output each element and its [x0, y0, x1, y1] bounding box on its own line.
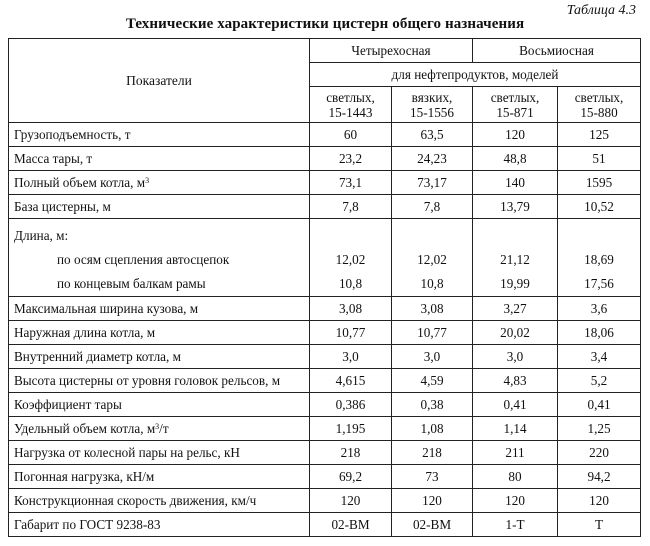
- cell-value: 1-Т: [473, 513, 558, 537]
- cell-value: 4,59: [392, 369, 473, 393]
- header-model: светлых, 15-1443: [310, 87, 392, 123]
- cell-value: 3,4: [558, 345, 641, 369]
- cell-value: 73: [392, 465, 473, 489]
- cell-value: 0,41: [558, 393, 641, 417]
- table-row: [9, 369, 641, 393]
- header-model: светлых, 15-880: [558, 87, 641, 123]
- cell-value: 48,8: [473, 147, 558, 171]
- table-row: [9, 489, 641, 513]
- header-params: Показатели: [9, 39, 310, 123]
- cell-value: 12,02 10,8: [310, 219, 392, 297]
- table-title: Технические характеристики цистерн общего назначения: [125, 16, 525, 32]
- cell-value: 10,77: [310, 321, 392, 345]
- row-label: База цистерны, м: [9, 195, 310, 219]
- row-label: Наружная длина котла, м: [9, 321, 310, 345]
- table-row: [9, 513, 641, 537]
- superscript: 3: [155, 422, 160, 431]
- cell-value: 3,6: [558, 297, 641, 321]
- specs-table: [8, 38, 641, 537]
- cell-value: 73,1: [310, 171, 392, 195]
- row-label: Габарит по ГОСТ 9238-83: [9, 513, 310, 537]
- table-row: [9, 393, 641, 417]
- cell-value: 3,08: [392, 297, 473, 321]
- cell-value: 73,17: [392, 171, 473, 195]
- table-row: [9, 465, 641, 489]
- cell-value: 63,5: [392, 123, 473, 147]
- cell-value: 10,52: [558, 195, 641, 219]
- table-number: Таблица 4.3: [566, 3, 636, 18]
- table-row: [9, 441, 641, 465]
- cell-value: 3,0: [392, 345, 473, 369]
- header-model: вязких, 15-1556: [392, 87, 473, 123]
- cell-value: Т: [558, 513, 641, 537]
- row-label: Грузоподъемность, т: [9, 123, 310, 147]
- cell-value: 218: [392, 441, 473, 465]
- header-purpose: для нефтепродуктов, моделей: [310, 63, 641, 87]
- cell-value: 13,79: [473, 195, 558, 219]
- cell-value: 02-ВМ: [310, 513, 392, 537]
- row-label: Максимальная ширина кузова, м: [9, 297, 310, 321]
- cell-value: 23,2: [310, 147, 392, 171]
- cell-value: 60: [310, 123, 392, 147]
- sub-label: по концевым балкам рамы: [57, 276, 206, 291]
- cell-value: 218: [310, 441, 392, 465]
- row-label: Погонная нагрузка, кН/м: [9, 465, 310, 489]
- table-row: [9, 147, 641, 171]
- cell-value: 3,0: [473, 345, 558, 369]
- superscript: 3: [145, 176, 150, 185]
- row-label: Конструкционная скорость движения, км/ч: [9, 489, 310, 513]
- cell-value: 69,2: [310, 465, 392, 489]
- header-model: светлых, 15-871: [473, 87, 558, 123]
- cell-value: 220: [558, 441, 641, 465]
- row-label: Масса тары, т: [9, 147, 310, 171]
- cell-value: 18,06: [558, 321, 641, 345]
- cell-value: 0,38: [392, 393, 473, 417]
- cell-value: 211: [473, 441, 558, 465]
- sub-label: по осям сцепления автосцепок: [57, 252, 230, 267]
- table-row: [9, 297, 641, 321]
- row-label: Удельный объем котла, $м^3/т$: [9, 417, 310, 441]
- cell-value: 1,195: [310, 417, 392, 441]
- cell-value: 120: [310, 489, 392, 513]
- table-row: [9, 123, 641, 147]
- cell-value: 7,8: [392, 195, 473, 219]
- cell-value: 7,8: [310, 195, 392, 219]
- table-row: [9, 195, 641, 219]
- cell-value: 120: [558, 489, 641, 513]
- cell-value: 3,27: [473, 297, 558, 321]
- cell-value: 0,41: [473, 393, 558, 417]
- row-label: Коэффициент тары: [9, 393, 310, 417]
- cell-value: 4,615: [310, 369, 392, 393]
- cell-value: 3,0: [310, 345, 392, 369]
- header-group-4axle: Четырехосная: [310, 39, 473, 63]
- cell-value: 3,08: [310, 297, 392, 321]
- table-row: [9, 417, 641, 441]
- table-row: [9, 345, 641, 369]
- cell-value: 24,23: [392, 147, 473, 171]
- cell-value: 4,83: [473, 369, 558, 393]
- cell-value: 10,77: [392, 321, 473, 345]
- cell-value: 80: [473, 465, 558, 489]
- row-label: Внутренний диаметр котла, м: [9, 345, 310, 369]
- row-label: Полный объем котла, $м^3$: [9, 171, 310, 195]
- cell-value: 1,08: [392, 417, 473, 441]
- row-label: Высота цистерны от уровня головок рельсов, м: [9, 369, 310, 393]
- cell-value: 20,02: [473, 321, 558, 345]
- cell-value: 94,2: [558, 465, 641, 489]
- cell-value: 0,386: [310, 393, 392, 417]
- cell-value: 1,25: [558, 417, 641, 441]
- cell-value: 51: [558, 147, 641, 171]
- cell-value: 02-ВМ: [392, 513, 473, 537]
- cell-value: 5,2: [558, 369, 641, 393]
- row-label: Нагрузка от колесной пары на рельс, кН: [9, 441, 310, 465]
- cell-value: 140: [473, 171, 558, 195]
- cell-value: 1,14: [473, 417, 558, 441]
- cell-value: 120: [473, 489, 558, 513]
- cell-value: 18,69 17,56: [558, 219, 641, 297]
- cell-value: 125: [558, 123, 641, 147]
- table-row: [9, 219, 641, 297]
- cell-value: 120: [392, 489, 473, 513]
- table-row: [9, 171, 641, 195]
- cell-value: 12,02 10,8: [392, 219, 473, 297]
- table-row: [9, 321, 641, 345]
- cell-value: 1595: [558, 171, 641, 195]
- header-group-8axle: Восьмиосная: [473, 39, 641, 63]
- cell-value: 21,12 19,99: [473, 219, 558, 297]
- cell-value: 120: [473, 123, 558, 147]
- row-label: Длина, м: по осям сцепления автосцепок по концевым балкам рамы: [9, 219, 310, 297]
